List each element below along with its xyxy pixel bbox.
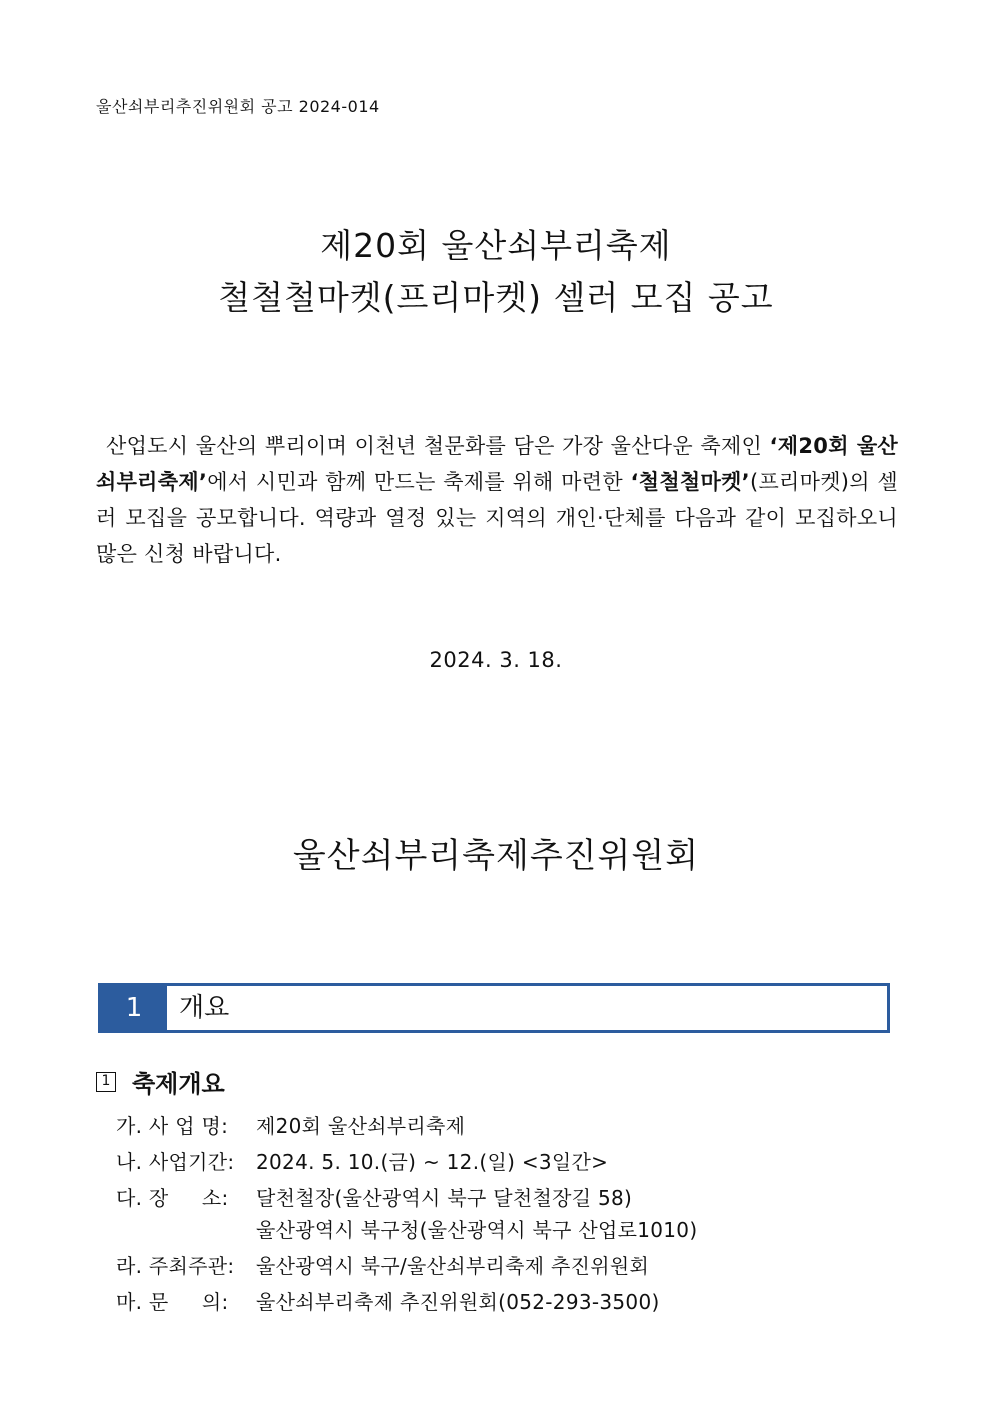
subsection-heading <box>96 1064 225 1099</box>
page-title-line1: 제20회 울산쇠부리축제 <box>320 226 672 265</box>
detail-label: 마. 문 의: <box>116 1290 229 1314</box>
detail-row-contact <box>116 1286 660 1315</box>
detail-label: 라. 주최주관: <box>116 1254 235 1278</box>
section-title: 개요 <box>179 993 230 1023</box>
detail-label: 나. 사업기간: <box>116 1150 235 1174</box>
announcement-date: 2024. 3. 18. <box>429 648 563 672</box>
notice-number: 울산쇠부리추진위원회 공고 2024-014 <box>96 97 380 116</box>
intro-text-3: (프리마켓)의 셀러 모집을 공모합니다. 역량과 열정 있는 지역의 개인·단체를 다음과 같이 모집하오니 많은 신청 바랍니다. <box>96 470 898 566</box>
subsection-number-box: 1 <box>96 1072 116 1092</box>
detail-value: 달천철장(울산광역시 북구 달천철장길 58) <box>256 1186 633 1210</box>
subsection-title: 축제개요 <box>132 1070 225 1098</box>
market-name: ‘철철철마켓’ <box>630 470 750 494</box>
detail-row-venue-2 <box>116 1214 697 1243</box>
detail-value: 울산광역시 북구/울산쇠부리축제 추진위원회 <box>256 1254 650 1278</box>
detail-value: 2024. 5. 10.(금) ~ 12.(일) <3일간> <box>256 1150 609 1174</box>
detail-value: 울산쇠부리축제 추진위원회(052-293-3500) <box>256 1290 660 1314</box>
detail-label: 다. 장 소: <box>116 1186 229 1210</box>
section-header <box>98 983 890 1033</box>
page-title-line2: 철철철마켓(프리마켓) 셀러 모집 공고 <box>218 278 774 317</box>
detail-label: 가. 사 업 명: <box>116 1114 229 1138</box>
detail-value: 제20회 울산쇠부리축제 <box>256 1114 466 1138</box>
section-number: 1 <box>101 986 167 1030</box>
organization-name: 울산쇠부리축제추진위원회 <box>292 836 700 876</box>
intro-paragraph <box>96 428 898 572</box>
detail-row-name <box>116 1110 465 1139</box>
intro-text-1: 산업도시 울산의 뿌리이며 이천년 철문화를 담은 가장 울산다운 축제인 <box>106 434 770 458</box>
detail-row-venue <box>116 1182 632 1211</box>
detail-value: 울산광역시 북구청(울산광역시 북구 산업로1010) <box>256 1218 698 1242</box>
detail-row-host <box>116 1250 649 1279</box>
festival-name: ‘제20회 울산쇠부리축제’ <box>96 434 898 494</box>
intro-text-2: 에서 시민과 함께 만드는 축제를 위해 마련한 <box>207 470 631 494</box>
detail-row-period <box>116 1146 608 1175</box>
